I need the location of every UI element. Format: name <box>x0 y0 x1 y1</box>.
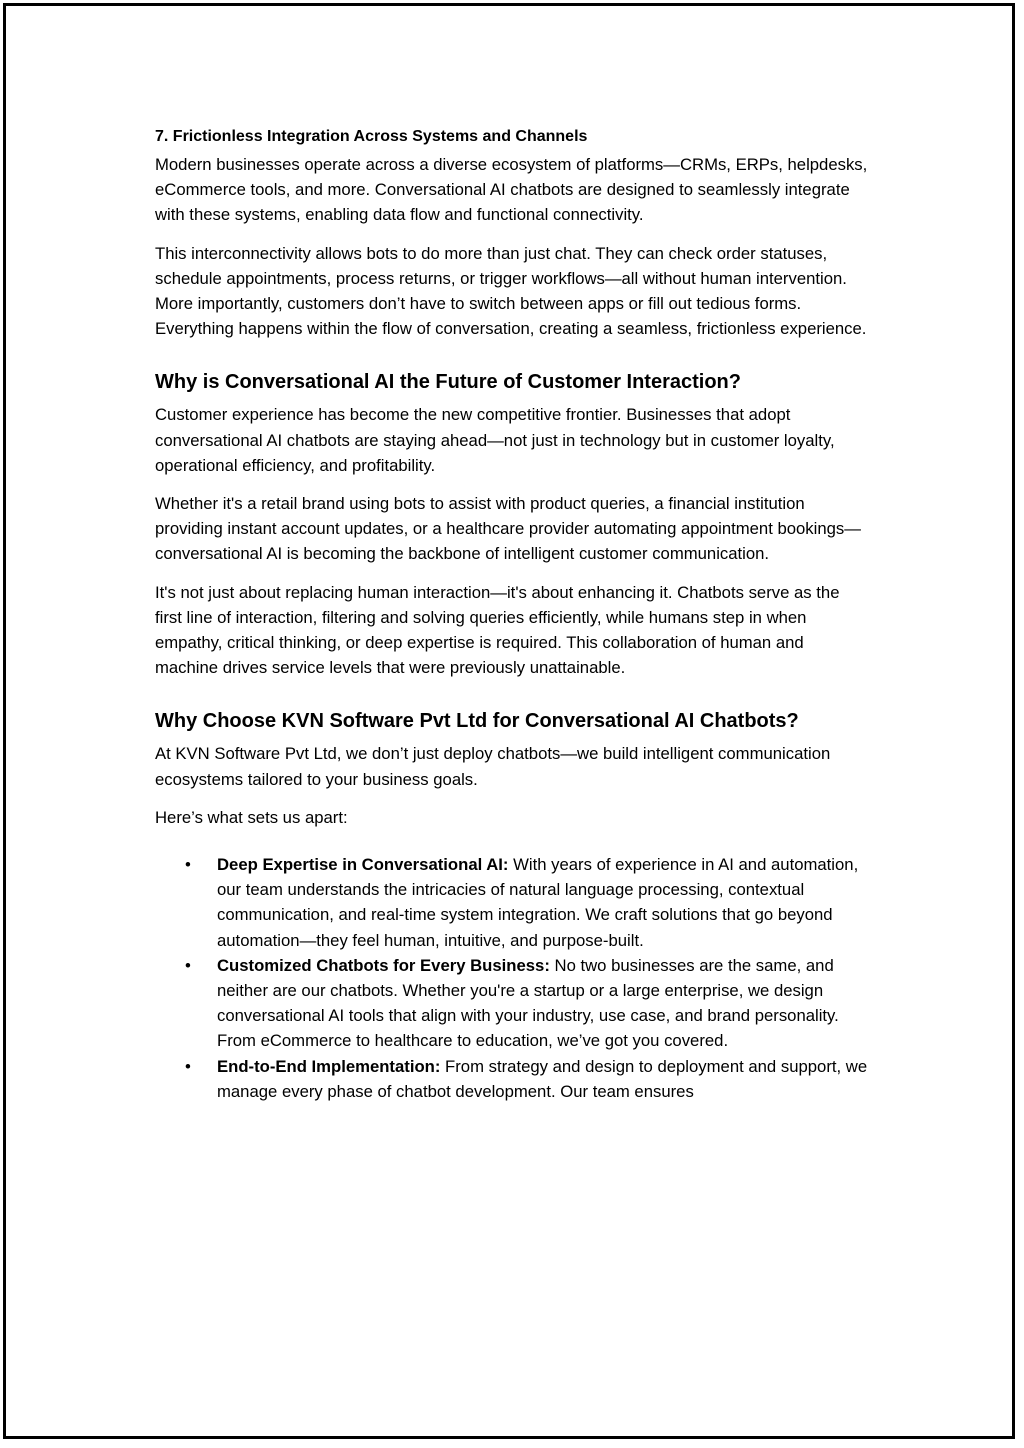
paragraph: At KVN Software Pvt Ltd, we don’t just deploy chatbots—we build intelligent communication ecosystems tailored to your business goals. <box>155 744 831 789</box>
paragraph: Whether it's a retail brand using bots to assist with product queries, a financial institution providing instant account updates, or a healthcare provider automating appointment bookings—conversational AI is becoming the backbone of intelligent customer communication. <box>155 494 861 564</box>
list-item-title: Customized Chatbots for Every Business: <box>217 955 550 975</box>
bullet-icon: • <box>185 955 191 975</box>
paragraph: This interconnectivity allows bots to do more than just chat. They can check order statuses, schedule appointments, process returns, or trigger workflows—all without human intervention. More importantly, customers don’t have to switch between apps or fill out tedious forms. Everything happens within the flow of conversation, creating a seamless, frictionless experience. <box>155 243 867 339</box>
list-item-text: From strategy and design to deployment and support, we manage every phase of chatbot development. Our team ensures <box>217 1056 868 1101</box>
list-item <box>185 1054 870 1104</box>
paragraph: Customer experience has become the new competitive frontier. Businesses that adopt conversational AI chatbots are staying ahead—not just in technology but in customer loyalty, operational efficiency, and profitability. <box>155 405 835 475</box>
section-heading-future: Why is Conversational AI the Future of Customer Interaction? <box>155 371 741 394</box>
section-heading-kvn: Why Choose KVN Software Pvt Ltd for Conversational AI Chatbots? <box>155 710 799 733</box>
features-list <box>155 852 870 1104</box>
list-item-text: No two businesses are the same, and neither are our chatbots. Whether you're a startup or a large enterprise, we design conversational AI tools that align with your industry, use case, and brand personality. From eCommerce to healthcare to education, we’ve got you covered. <box>217 955 839 1051</box>
list-item-title: Deep Expertise in Conversational AI: <box>217 855 509 875</box>
paragraph: It's not just about replacing human interaction—it's about enhancing it. Chatbots serve as the first line of interaction, filtering and solving queries efficiently, while humans step in when empathy, critical thinking, or deep expertise is required. This collaboration of human and machine drives service levels that were previously unattainable. <box>155 582 840 678</box>
bullet-icon: • <box>185 855 191 875</box>
document-body <box>155 124 870 1104</box>
bullet-icon: • <box>185 1056 191 1076</box>
list-item <box>185 852 870 953</box>
list-item-title: End-to-End Implementation: <box>217 1056 441 1076</box>
list-item-text: With years of experience in AI and automation, our team understands the intricacies of natural language processing, contextual communication, and real-time system integration. We craft solutions that go beyond automation—they feel human, intuitive, and purpose-built. <box>217 855 859 950</box>
paragraph: Modern businesses operate across a diverse ecosystem of platforms—CRMs, ERPs, helpdesks, eCommerce tools, and more. Conversational AI chatbots are designed to seamlessly integrate with these systems, enabling data flow and functional connectivity. <box>155 155 868 225</box>
list-item <box>185 953 870 1054</box>
paragraph: Here’s what sets us apart: <box>155 807 348 827</box>
section-heading-integration: 7. Frictionless Integration Across Systems and Channels <box>155 128 588 145</box>
